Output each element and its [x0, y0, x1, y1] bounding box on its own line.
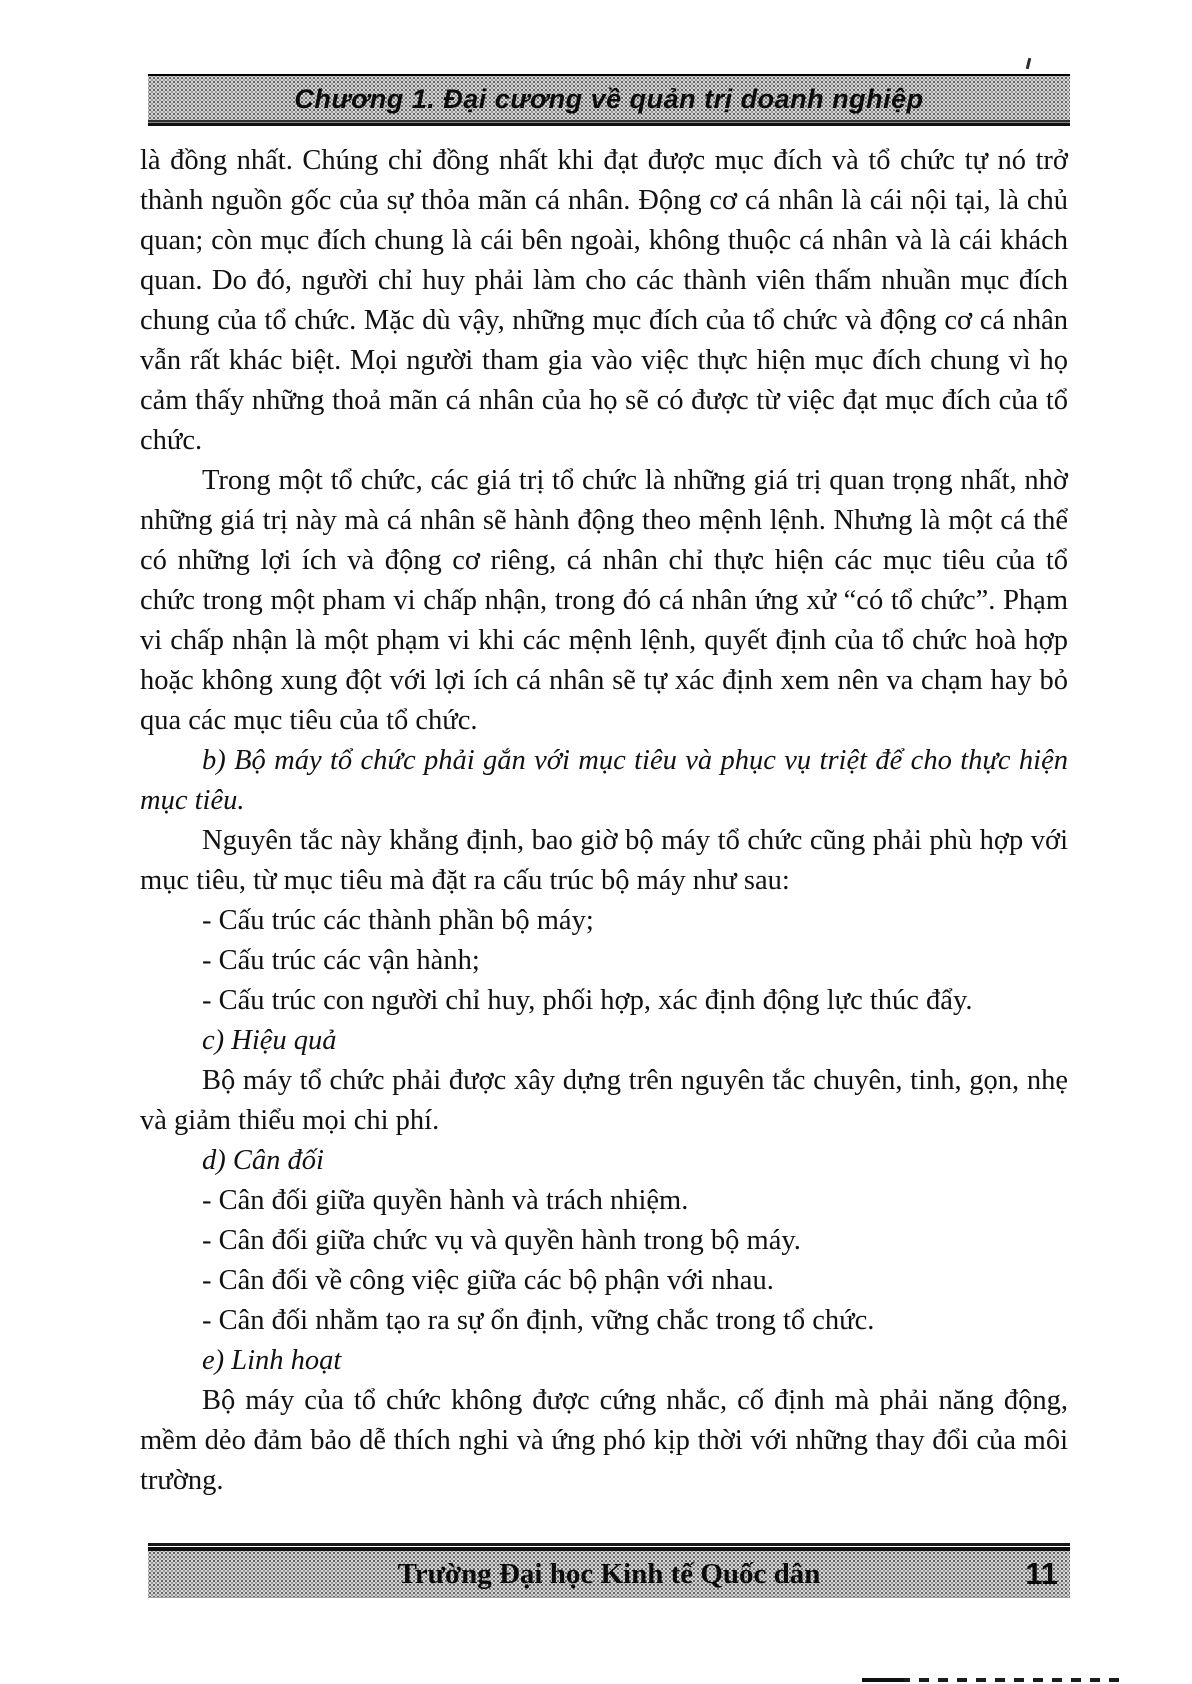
- paragraph: Bộ máy tổ chức phải được xây dựng trên nguyên tắc chuyên, tinh, gọn, nhẹ và giảm thiểu mọi chi phí.: [140, 1065, 1068, 1136]
- list-item: - Cân đối giữa chức vụ và quyền hành trong bộ máy.: [202, 1225, 801, 1256]
- section-heading-e: e) Linh hoạt: [202, 1345, 342, 1376]
- paragraph: Nguyên tắc này khẳng định, bao giờ bộ máy tổ chức cũng phải phù hợp với mục tiêu, từ mục tiêu mà đặt ra cấu trúc bộ máy như sau:: [140, 825, 1068, 896]
- paragraph: Bộ máy của tổ chức không được cứng nhắc, cố định mà phải năng động, mềm dẻo đảm bảo dễ thích nghi và ứng phó kịp thời với những thay đổi của môi trường.: [140, 1385, 1068, 1496]
- chapter-header-band: [148, 74, 1070, 120]
- page-number: 11: [1025, 1556, 1058, 1591]
- footer-rule: [148, 1543, 1070, 1551]
- paragraph: Trong một tổ chức, các giá trị tổ chức là những giá trị quan trọng nhất, nhờ những giá trị này mà cá nhân sẽ hành động theo mệnh lệnh. Nhưng là một cá thể có những lợi ích và động cơ riêng, cá nhân chỉ thực hiện các mục tiêu của tổ chức trong một pham vi chấp nhận, trong đó cá nhân ứng xử “có tổ chức”. Phạm vi chấp nhận là một phạm vi khi các mệnh lệnh, quyết định của tổ chức hoà hợp hoặc không xung đột với lợi ích cá nhân sẽ tự xác định xem nên va chạm hay bỏ qua các mục tiêu của tổ chức.: [140, 465, 1068, 736]
- header-rule: [148, 120, 1070, 126]
- list-item: - Cân đối về công việc giữa các bộ phận với nhau.: [202, 1265, 774, 1296]
- list-item: - Cấu trúc các thành phần bộ máy;: [202, 905, 594, 936]
- list-item: - Cân đối giữa quyền hành và trách nhiệm.: [202, 1185, 689, 1216]
- list-item: - Cân đối nhằm tạo ra sự ổn định, vững chắc trong tổ chức.: [202, 1305, 875, 1336]
- footer-institution: Trường Đại học Kinh tế Quốc dân: [397, 1557, 821, 1590]
- section-heading-d: d) Cân đối: [202, 1145, 324, 1176]
- section-heading-b: b) Bộ máy tổ chức phải gắn với mục tiêu và phục vụ triệt để cho thực hiện mục tiêu.: [140, 745, 1068, 816]
- page-body: [140, 141, 1068, 1501]
- section-heading-c: c) Hiệu quả: [202, 1025, 337, 1056]
- paragraph: là đồng nhất. Chúng chỉ đồng nhất khi đạt được mục đích và tổ chức tự nó trở thành nguồn gốc của sự thỏa mãn cá nhân. Động cơ cá nhân là cái nội tại, là chủ quan; còn mục đích chung là cái bên ngoài, không thuộc cá nhân và là cái khách quan. Do đó, người chỉ huy phải làm cho các thành viên thấm nhuần mục đích chung của tổ chức. Mặc dù vậy, những mục đích của tổ chức và động cơ cá nhân vẫn rất khác biệt. Mọi người tham gia vào việc thực hiện mục đích chung vì họ cảm thấy những thoả mãn cá nhân của họ sẽ có được từ việc đạt mục đích của tổ chức.: [140, 145, 1068, 456]
- list-item: - Cấu trúc con người chỉ huy, phối hợp, xác định động lực thúc đẩy.: [202, 985, 973, 1016]
- list-item: - Cấu trúc các vận hành;: [202, 945, 480, 976]
- chapter-title: Chương 1. Đại cương về quản trị doanh nghiệp: [294, 83, 924, 114]
- footer-band: [148, 1551, 1070, 1598]
- scan-noise-strip: [862, 1678, 1128, 1682]
- scan-tick-artifact: [1026, 58, 1032, 69]
